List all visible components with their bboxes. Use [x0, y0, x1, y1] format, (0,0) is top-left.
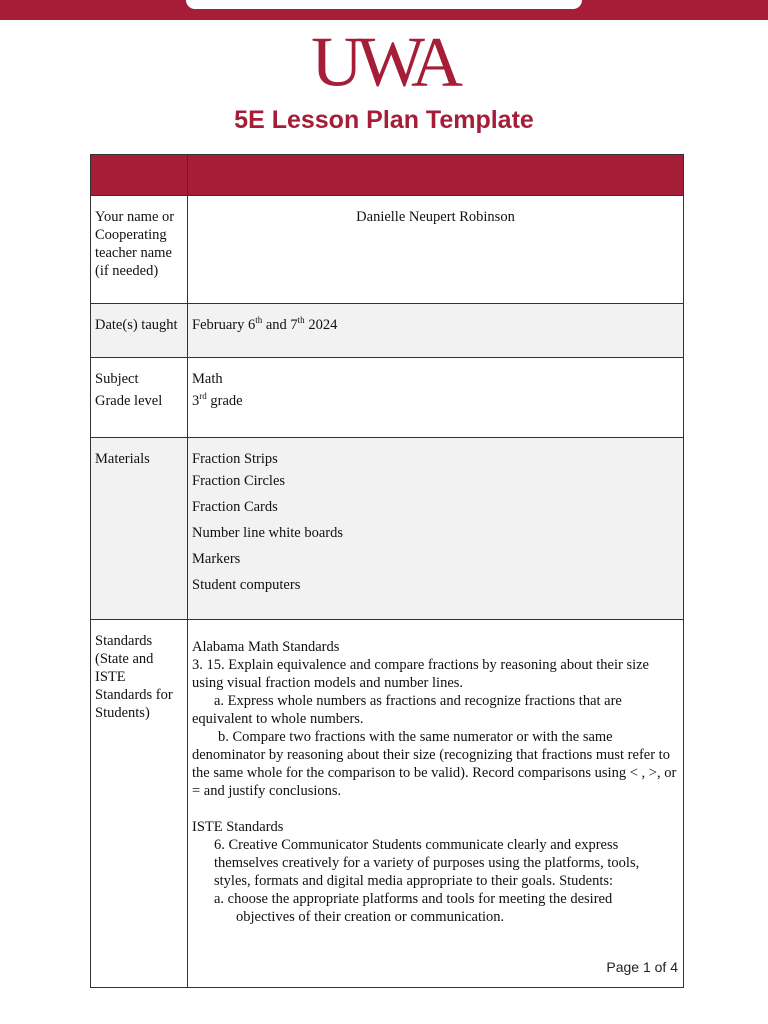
standards-text: [188, 620, 684, 988]
table-row-name: [91, 196, 684, 304]
grade-label: Grade level: [95, 393, 163, 409]
page-title: 5E Lesson Plan Template: [234, 106, 534, 134]
alabama-standard-b: b. Compare two fractions with the same numerator or with the same denominator by reasoning about their size (recognizing that fractions must refer to the same whole for the comparison to be valid). Record comparisons using < , >, or = and justify conclusions.: [192, 729, 677, 799]
alabama-standard-main: 3. 15. Explain equivalence and compare fractions by reasoning about their size using visual fraction models and number lines.: [192, 657, 649, 691]
subject-grade-labels: [91, 358, 188, 438]
top-banner-tab: [186, 0, 582, 9]
grade-value: 3rd grade: [192, 391, 243, 409]
table-row-materials: [91, 438, 684, 620]
iste-standard-a-rest: objectives of their creation or communication.: [236, 909, 505, 925]
subject-grade-values: [188, 358, 684, 438]
table-header-row: [91, 155, 684, 196]
page-number: Page 1 of 4: [606, 959, 678, 975]
materials-label: Materials: [91, 438, 188, 620]
header-cell-left: [91, 155, 188, 196]
date-label: Date(s) taught: [91, 304, 188, 358]
iste-standard-a-lead: a. choose the appropriate platforms and tools for meeting the desired: [214, 891, 613, 907]
table-row-subject: [91, 358, 684, 438]
date-value: February 6th and 7th 2024: [188, 304, 684, 358]
materials-list: [188, 438, 684, 620]
standards-label: Standards (State and ISTE Standards for Students): [91, 620, 188, 988]
name-label: Your name or Cooperating teacher name (if needed): [91, 196, 188, 304]
subject-value: Math: [192, 371, 223, 387]
table-row-standards: [91, 620, 684, 988]
alabama-standard-a: a. Express whole numbers as fractions and recognize fractions that are equivalent to whole numbers.: [192, 693, 622, 727]
list-item: Fraction Strips: [192, 451, 278, 467]
alabama-heading: Alabama Math Standards: [192, 639, 340, 655]
iste-heading: ISTE Standards: [192, 819, 284, 835]
lesson-plan-table: [90, 154, 684, 988]
table-row-date: [91, 304, 684, 358]
list-item: Student computers: [192, 577, 301, 593]
spacer: [192, 800, 679, 818]
iste-standard-6: 6. Creative Communicator Students communicate clearly and express themselves creatively for a variety of purposes using the platforms, tools, styles, formats and digital media appropriate to their goals. Students:: [214, 837, 640, 889]
name-value: Danielle Neupert Robinson: [188, 196, 684, 304]
list-item: Number line white boards: [192, 525, 344, 541]
subject-label: Subject: [95, 371, 139, 387]
header-cell-right: [188, 155, 684, 196]
list-item: Markers: [192, 551, 241, 567]
uwa-logo: UWA: [311, 22, 457, 102]
list-item: Fraction Circles: [192, 473, 286, 489]
list-item: Fraction Cards: [192, 499, 278, 515]
